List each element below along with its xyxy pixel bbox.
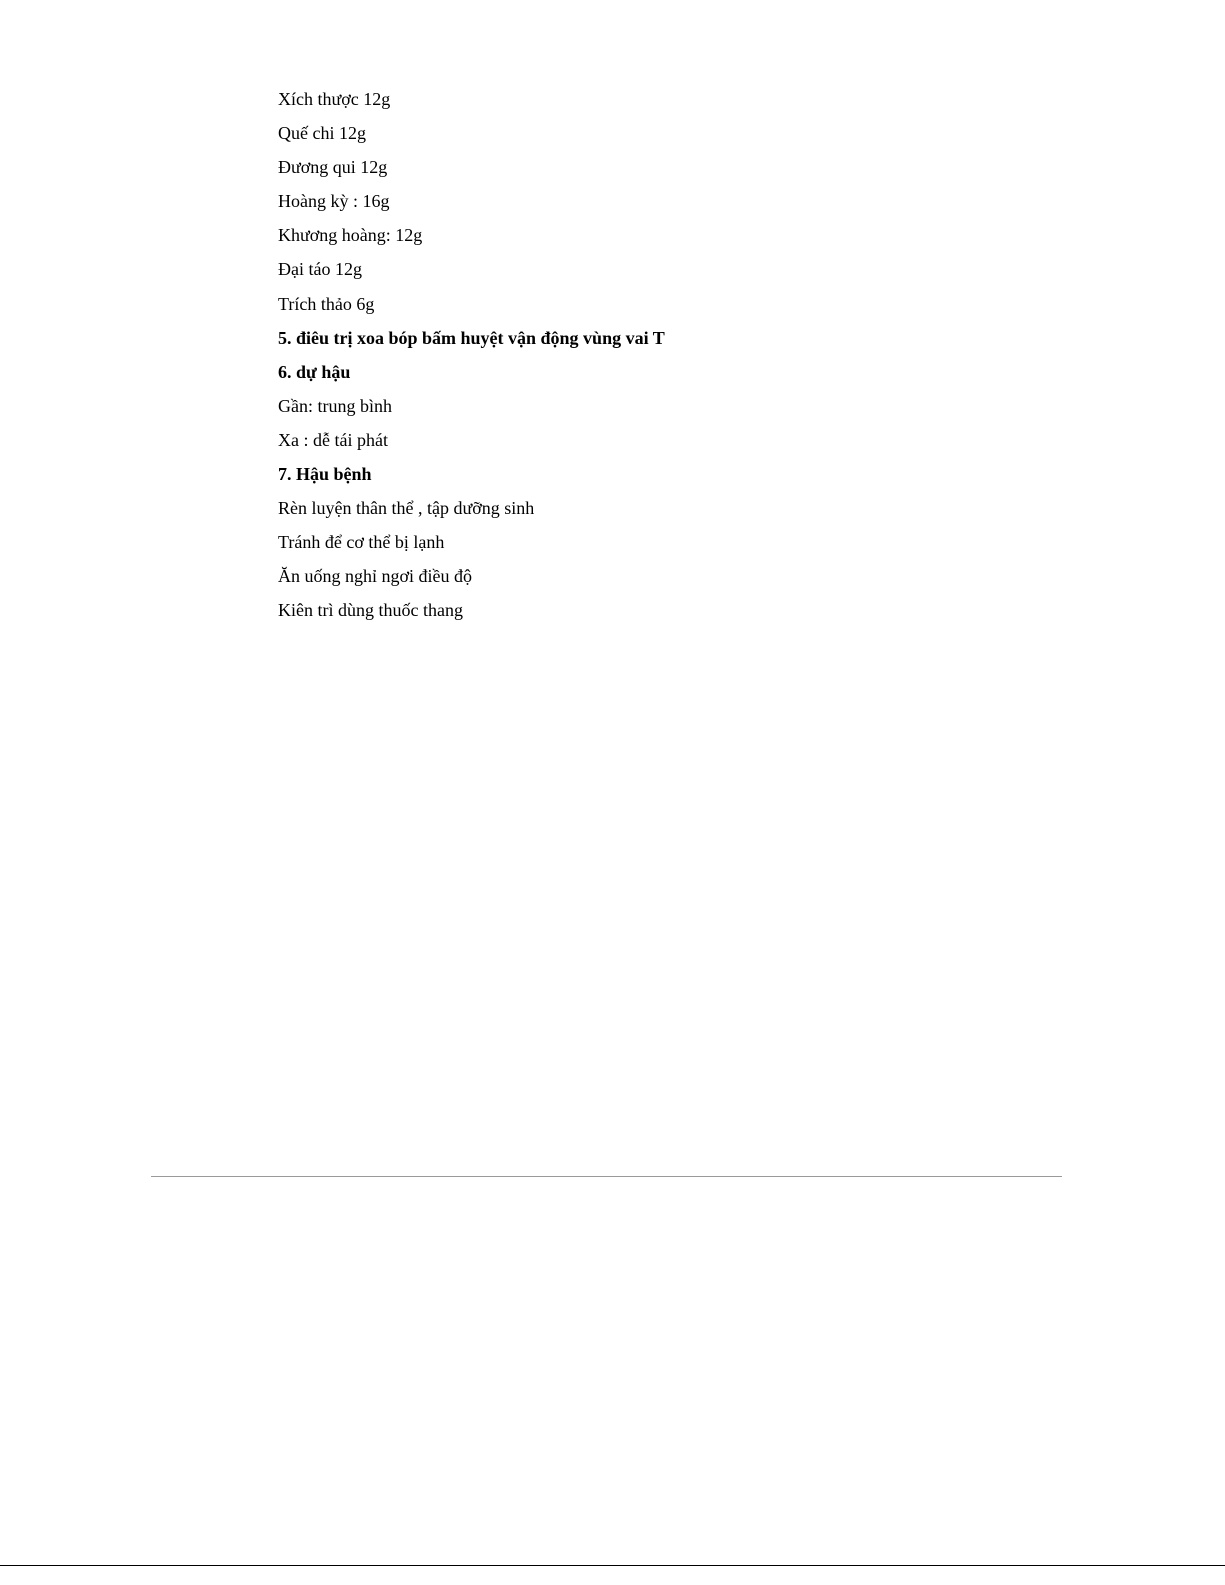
- text-line: Kiên trì dùng thuốc thang: [278, 600, 463, 621]
- text-line: Trích thảo 6g: [278, 293, 375, 314]
- text-line: Khương hoàng: 12g: [278, 225, 423, 246]
- text-line: Xích thược 12g: [278, 89, 391, 109]
- section-heading: 6. dự hậu: [278, 361, 351, 382]
- section-heading: 5. điêu trị xoa bóp bấm huyệt vận động vùng vai T: [278, 327, 665, 348]
- text-line: Đương qui 12g: [278, 157, 388, 178]
- text-line: Đại táo 12g: [278, 259, 362, 280]
- page-bottom-edge: [0, 1565, 1225, 1566]
- document-body: [278, 82, 1078, 628]
- text-line: Gần: trung bình: [278, 395, 392, 416]
- section-heading: 7. Hậu bệnh: [278, 464, 372, 485]
- text-line: Xa : dễ tái phát: [278, 429, 388, 450]
- text-line: Ăn uống nghỉ ngơi điều độ: [278, 566, 473, 587]
- footer-divider: [151, 1176, 1062, 1177]
- text-line: Quế chi 12g: [278, 123, 366, 144]
- text-line: Rèn luyện thân thể , tập dưỡng sinh: [278, 498, 535, 519]
- text-line: Tránh để cơ thể bị lạnh: [278, 532, 445, 553]
- text-line: Hoàng kỳ : 16g: [278, 191, 390, 212]
